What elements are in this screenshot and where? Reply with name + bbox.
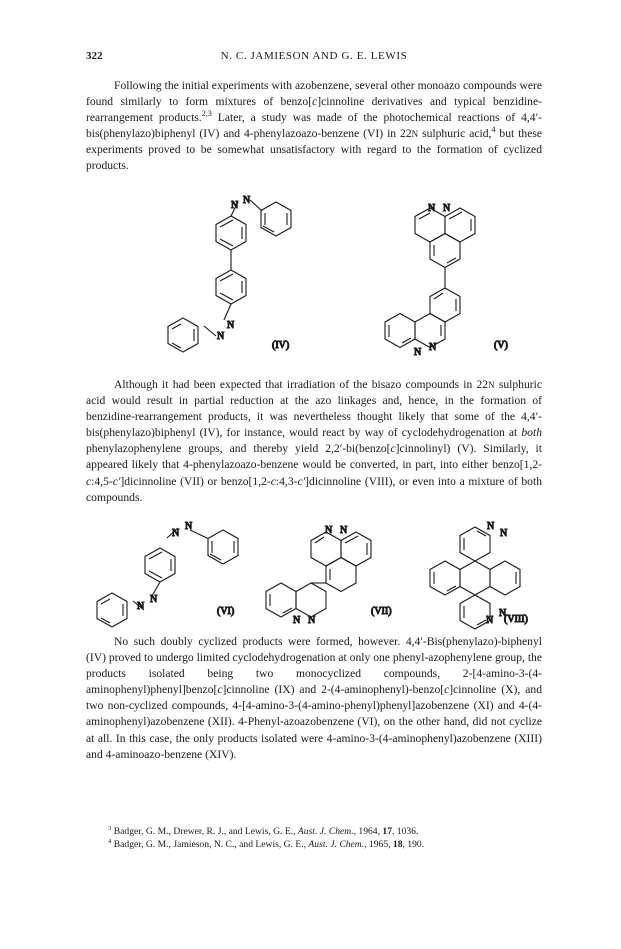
atom-label-n: N xyxy=(172,528,180,539)
atom-label-n: N xyxy=(500,528,508,539)
structure-figure-2 xyxy=(86,510,542,630)
structure-figure-1 xyxy=(86,178,542,373)
atom-label-n: N xyxy=(486,615,494,626)
running-title: N. C. JAMIESON AND G. E. LEWIS xyxy=(220,50,408,62)
page-number: 322 xyxy=(86,50,103,62)
compound-label-vii: (VII) xyxy=(371,606,392,617)
atom-label-n: N xyxy=(293,615,301,626)
compound-label-iv: (IV) xyxy=(272,340,290,351)
atom-label-n: N xyxy=(137,601,145,612)
atom-label-n: N xyxy=(340,525,348,536)
paragraph-3: No such doubly cyclized products were formed, however. 4,4′-Bis(phenylazo)-biphenyl (IV) proved to undergo limited cyclodehydrogenation at only one phenyl-azophenylene group, the products isolated being two monocyclized compounds, 2-[4-amino-3-(4-aminophenyl)phenyl]benzo[c]cinnoline (IX) and 2-(4-aminophenyl)-benzo[c]cinnoline (X), and two non-cyclized compounds, 4-[4-amino-3-(4-amino-phenyl)phenyl]azobenzene (XI) and 4-(4-aminophenyl)azobenzene (XII). 4-Phenyl-azoazobenzene (VI), on the other hand, did not cyclize at all. In this case, the only products isolated were 4-amino-3-(4-aminophenyl)azobenzene (XIII) and 4-aminoazo-benzene (XIV). xyxy=(86,635,542,761)
compound-label-v: (V) xyxy=(494,340,508,351)
atom-label-n: N xyxy=(428,203,436,214)
paragraph-2: Although it had been expected that irradiation of the bisazo compounds in 22N sulphuric acid would result in partial reduction at the azo linkages and, hence, in the formation of benzidine-rearrangement products, it was nevertheless thought likely that some of the 4,4′-bis(phenylazo)biphenyl (IV), for instance, would react by way of cyclodehydrogenation at both phenylazophenylene groups, and thereby yield 2,2′-bi(benzo[c]cinnolinyl) (V). Similarly, it appeared likely that 4-phenylazoazo-benzene would be converted, in part, into either benzo[1,2-c:4,5-c′]dicinnoline (VII) or benzo[1,2-c:4,3-c′]dicinnoline (VIII), or even into a mixture of both compounds. xyxy=(86,378,543,504)
footnote-3: $^3$ Badger, G. M., Drewer, R. J., and Lewis, G. E., Aust. J. Chem., 1964, 17, 1036. xyxy=(108,824,419,837)
atom-label-n: N xyxy=(231,200,239,211)
structure-v xyxy=(385,208,475,348)
atom-label-n: N xyxy=(150,594,158,605)
atom-label-n: N xyxy=(227,320,235,331)
running-head xyxy=(86,50,542,66)
atom-label-n: N xyxy=(499,608,507,619)
structure-vii xyxy=(266,532,371,617)
atom-label-n: N xyxy=(325,525,333,536)
atom-label-n: N xyxy=(308,615,316,626)
footnotes xyxy=(86,825,542,851)
atom-label-n: N xyxy=(429,342,437,353)
paragraph-1: Following the initial experiments with azobenzene, several other monoazo compounds were found similarly to form mixtures of benzo[c]cinnoline derivatives and typical benzidine-rearrangement products.$^{2,3}$ Later, a study was made of the photochemical reactions of 4,4′-bis(phenylazo)biphenyl (IV) and 4-phenylazoazo-benzene (VI) in 22N sulphuric acid,$^4$ but these experiments proved to be somewhat unsatisfactory with regard to the formation of cyclized products. xyxy=(86,79,543,173)
atom-label-n: N xyxy=(487,521,495,532)
compound-label-vi: (VI) xyxy=(217,606,235,617)
compound-label-viii: (VIII) xyxy=(504,614,528,625)
atom-label-n: N xyxy=(443,203,451,214)
atom-label-n: N xyxy=(185,521,193,532)
atom-label-n: N xyxy=(243,195,251,206)
atom-label-n: N xyxy=(217,331,225,342)
atom-label-n: N xyxy=(414,347,422,358)
footnote-4: $^4$ Badger, G. M., Jamieson, N. C., and Lewis, G. E., Aust. J. Chem., 1965, 18, 190. xyxy=(108,837,425,850)
